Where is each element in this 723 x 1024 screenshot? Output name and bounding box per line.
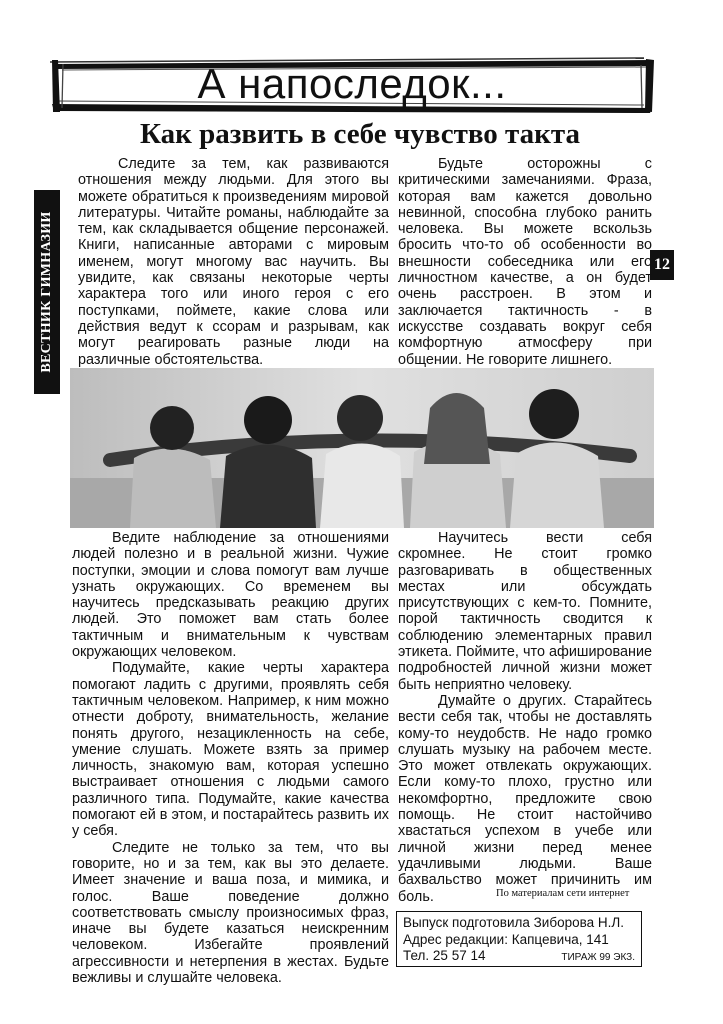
article-headline: Как развить в себе чувство такта	[140, 118, 580, 150]
page-number: 12	[650, 250, 674, 280]
friends-photo	[70, 368, 654, 528]
column-bottom-left	[72, 530, 389, 986]
paragraph: Научитесь вести себя скромнее. Не стоит громко разговаривать в общественных местах или обсуждать присутствующих с кем-то. Помните, порой тактичность сводится к соблюдению элементарных правил этикета. Поймите, что афиширование подробностей личной жизни может быть неприятно человеку.	[398, 530, 652, 693]
section-title: А напоследок...	[197, 60, 507, 107]
paragraph: Думайте о других. Старайтесь вести себя так, чтобы не доставлять кому-то неудобств. Не надо громко слушать музыку на рабочем месте. Это может отвлекать окружающих. Если кому-то плохо, грустно или некомфортно, предложите свою помощь. Не стоит настойчиво хвастаться успехом в учебе или личной жизни перед менее удачливыми людьми. Ваше бахвальство может причинить им боль.	[398, 692, 652, 905]
column-top-left	[78, 156, 389, 368]
paragraph: Следите не только за тем, что вы говорите, но и за тем, как вы это делаете. Имеет значение и ваша поза, и мимика, и голос. Ваше поведение должно соответствовать смыслу произносимых фраз, иначе вы будете казаться неискренним человеком. Избегайте проявлений агрессивности и нетерпения в жестах. Будьте вежливы и слушайте человека.	[72, 839, 389, 987]
column-bottom-right	[398, 530, 652, 905]
imprint-box	[396, 911, 642, 967]
paragraph: Будьте осторожны с критическими замечаниями. Фраза, которая вам кажется довольно невинной, способна глубоко ранить человека. Вы можете вскользь бросить что-то об особенности во внешности собеседника или его личностном качестве, а он будет очень расстроен. В этом и заключается тактичность - в искусстве создавать вокруг себя комфортную атмосферу при общении. Не говорите лишнего.	[398, 156, 652, 368]
imprint-prepared-by: Выпуск подготовила Зиборова Н.Л.	[403, 915, 624, 930]
paragraph: Следите за тем, как развиваются отношения между людьми. Для этого вы можете обратиться к произведениям мировой литературы. Читайте романы, наблюдайте за тем, как складывается общение персонажей. Книги, написанные авторами с мировым именем, могут многому вас научить. Вы увидите, как связаны некоторые черты характера того или иного героя с его поступками, поймете, какие слова или действия ведут к ссорам и разрывам, как могут реагировать разные люди на различные обстоятельства.	[78, 156, 389, 368]
source-note: По материалам сети интернет	[496, 888, 630, 899]
paragraph: Ведите наблюдение за отношениями людей полезно и в реальной жизни. Чужие поступки, эмоции и слова помогут вам лучше узнать окружающих. Со временем вы научитесь предсказывать реакцию других людей. Это поможет вам стать более тактичным и внимательным к чувствам окружающих человеком.	[72, 530, 389, 661]
imprint-circulation: ТИРАЖ 99 ЭКЗ.	[561, 952, 635, 963]
imprint-address: Адрес редакции: Капцевича, 141	[403, 931, 609, 947]
side-label: ВЕСТНИК ГИМНАЗИИ	[39, 211, 54, 373]
section-banner	[48, 56, 656, 114]
column-top-right	[398, 156, 652, 368]
imprint-phone-row	[403, 948, 635, 967]
paragraph: Подумайте, какие черты характера помогают ладить с другими, проявлять себя тактичным человеком. Например, к ним можно отнести доброту, внимательность, желание понять другого, незацикленность на себе, умение слушать. Можете взять за пример личность, знакомую вам, которая успешно выстраивает отношения с людьми самого различного типа. Подумайте, какие качества помогают ей в этом, и постарайтесь развить их у себя.	[72, 660, 389, 840]
imprint-phone: Тел. 25 57 14	[403, 948, 486, 963]
